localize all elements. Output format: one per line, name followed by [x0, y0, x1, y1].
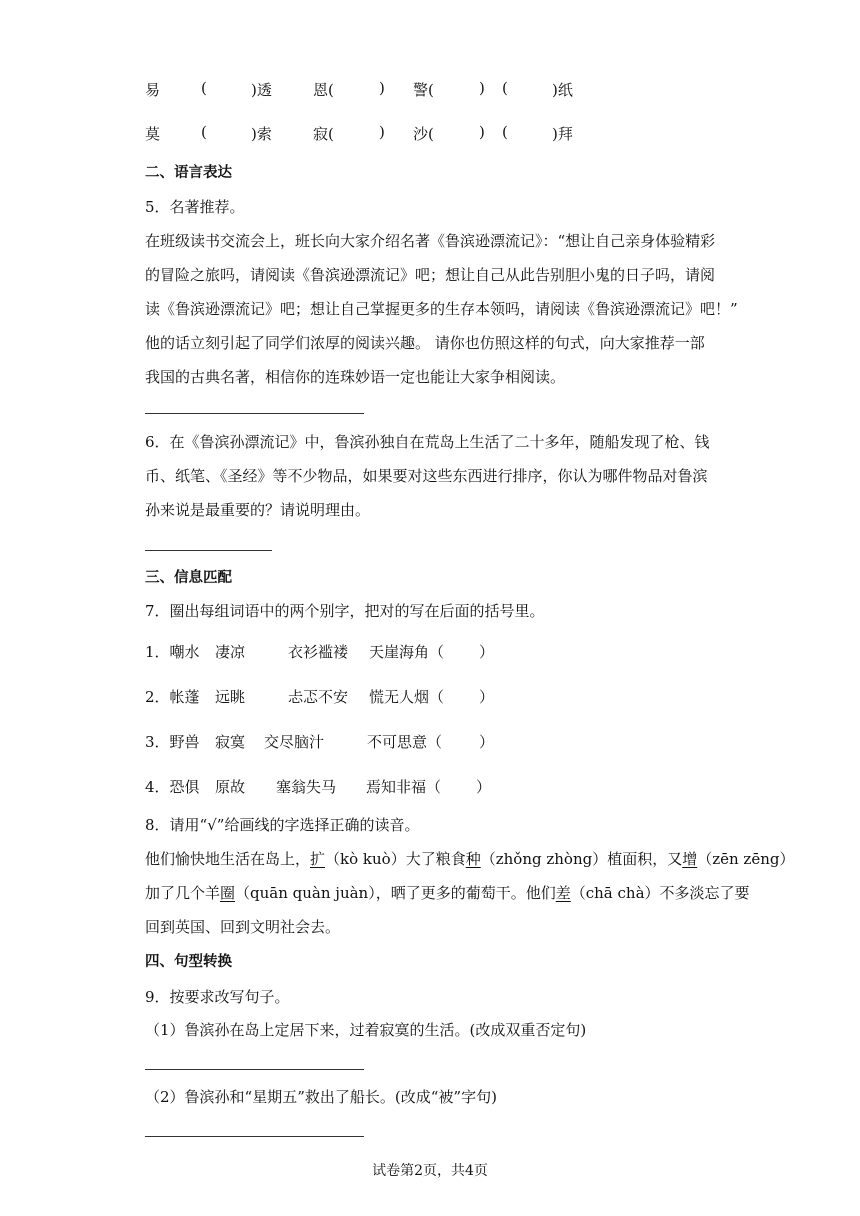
q4-cell: )纸 — [552, 81, 573, 99]
q7-word: 天崖海角（ — [369, 643, 445, 661]
q4-cell: ) — [379, 79, 385, 97]
q8-underlined-char: 种 — [465, 850, 481, 868]
q4-cell: 寂( — [313, 125, 334, 143]
q7-word: 寂寞 — [215, 733, 246, 751]
q4-cell: ( — [201, 79, 207, 97]
q8-pinyin-options[interactable]: （chā chà）不多淡忘了要 — [570, 884, 750, 902]
q4-cell: 恩( — [313, 81, 334, 99]
q5-text-line: 的冒险之旅吗，请阅读《鲁滨逊漂流记》吧；想让自己从此告别胆小鬼的日子吗，请阅 — [145, 266, 716, 284]
q5-text-line: 读《鲁滨逊漂流记》吧；想让自己掌握更多的生存本领吗，请阅读《鲁滨逊漂流记》吧！” — [145, 300, 738, 318]
q7-word: 衣衫褴褛 — [288, 643, 349, 661]
q8-text-line-3: 回到英国、回到文明社会去。 — [145, 918, 341, 936]
q7-word: ） — [479, 733, 495, 751]
q9-title: 9．按要求改写句子。 — [145, 988, 290, 1006]
q7-word: 原故 — [215, 778, 246, 796]
q4-cell: ) — [479, 123, 485, 141]
q8-pinyin-options[interactable]: （zhǒng zhòng）植面积，又 — [480, 850, 683, 868]
q9-item-2: （2）鲁滨孙和“星期五”救出了船长。(改成“被”字句) — [145, 1088, 497, 1106]
q4-cell: 莫 — [145, 125, 161, 143]
q8-underlined-char: 扩 — [310, 850, 326, 868]
q8-underlined-char: 差 — [555, 884, 571, 902]
q5-text-line: 他的话立刻引起了同学们浓厚的阅读兴趣。 请你也仿照这样的句式，向大家推荐一部 — [145, 334, 705, 352]
q7-word: 交尽脑汁 — [264, 733, 325, 751]
q9-answer-line-2[interactable] — [145, 1136, 364, 1137]
q4-cell: ( — [201, 123, 207, 141]
q8-text-line-1 — [145, 849, 794, 869]
q7-word: 远眺 — [215, 688, 246, 706]
page-footer: 试卷第2页，共4页 — [372, 1163, 488, 1179]
q8-text-line-2 — [145, 883, 750, 903]
q7-word: 4．恐俱 — [145, 778, 200, 796]
q7-word: 焉知非福（ — [366, 778, 442, 796]
q5-text-line: 在班级读书交流会上，班长向大家介绍名著《鲁滨逊漂流记》：“想让自己亲身体验精彩 — [145, 232, 716, 250]
q4-cell: ) — [479, 79, 485, 97]
q8-pinyin-options[interactable]: （zēn zēng） — [697, 850, 795, 868]
q8-title: 8．请用“√”给画线的字选择正确的读音。 — [145, 816, 420, 834]
q4-cell: ) — [379, 123, 385, 141]
q4-cell: )索 — [251, 125, 272, 143]
section-heading-2: 二、语言表达 — [145, 165, 232, 181]
q6-text-line: 孙来说是最重要的？请说明理由。 — [145, 501, 371, 519]
q5-answer-line[interactable] — [145, 413, 364, 414]
q6-text-line: 币、纸笔、《圣经》等不少物品，如果要对这些东西进行排序，你认为哪件物品对鲁滨 — [145, 467, 708, 485]
q8-underlined-char: 增 — [682, 850, 698, 868]
q4-cell: ( — [502, 79, 508, 97]
q7-title: 7．圈出每组词语中的两个别字，把对的写在后面的括号里。 — [145, 602, 545, 620]
q8-text: 加了几个羊 — [145, 884, 221, 902]
q8-pinyin-options[interactable]: （kò kuò）大了粮食 — [325, 850, 466, 868]
q7-word: 忐忑不安 — [288, 688, 349, 706]
q7-word: 慌无人烟（ — [369, 688, 445, 706]
q7-word: 不可思意（ — [367, 733, 443, 751]
q5-text-line: 我国的古典名著，相信你的连珠妙语一定也能让大家争相阅读。 — [145, 368, 566, 386]
q8-underlined-char: 圈 — [220, 884, 236, 902]
q4-cell: 易 — [145, 81, 161, 99]
q4-cell: )透 — [251, 81, 272, 99]
q7-word: ） — [479, 688, 495, 706]
q7-word: 1．嘲水 — [145, 643, 200, 661]
q5-title: 5．名著推荐。 — [145, 198, 245, 216]
q7-word: ） — [476, 778, 492, 796]
q7-word: ） — [479, 643, 495, 661]
q9-item-1: （1）鲁滨孙在岛上定居下来，过着寂寞的生活。(改成双重否定句) — [145, 1021, 587, 1039]
q7-word: 凄凉 — [215, 643, 246, 661]
q6-answer-line[interactable] — [145, 550, 272, 551]
q7-word: 塞翁失马 — [276, 778, 337, 796]
q7-word: 2．帐蓬 — [145, 688, 200, 706]
q7-word: 3．野兽 — [145, 733, 200, 751]
q4-cell: )拜 — [552, 125, 573, 143]
q8-pinyin-options[interactable]: （quān quàn juàn），晒了更多的葡萄干。他们 — [235, 884, 556, 902]
q4-cell: ( — [502, 123, 508, 141]
q6-text-line: 6．在《鲁滨孙漂流记》中，鲁滨孙独自在荒岛上生活了二十多年，随船发现了枪、钱 — [145, 433, 710, 451]
section-heading-3: 三、信息匹配 — [145, 570, 232, 586]
q8-text: 他们愉快地生活在岛上， — [145, 850, 311, 868]
q9-answer-line-1[interactable] — [145, 1069, 364, 1070]
section-heading-4: 四、句型转换 — [145, 954, 232, 970]
q4-cell: 沙( — [413, 125, 434, 143]
q4-cell: 警( — [413, 81, 434, 99]
